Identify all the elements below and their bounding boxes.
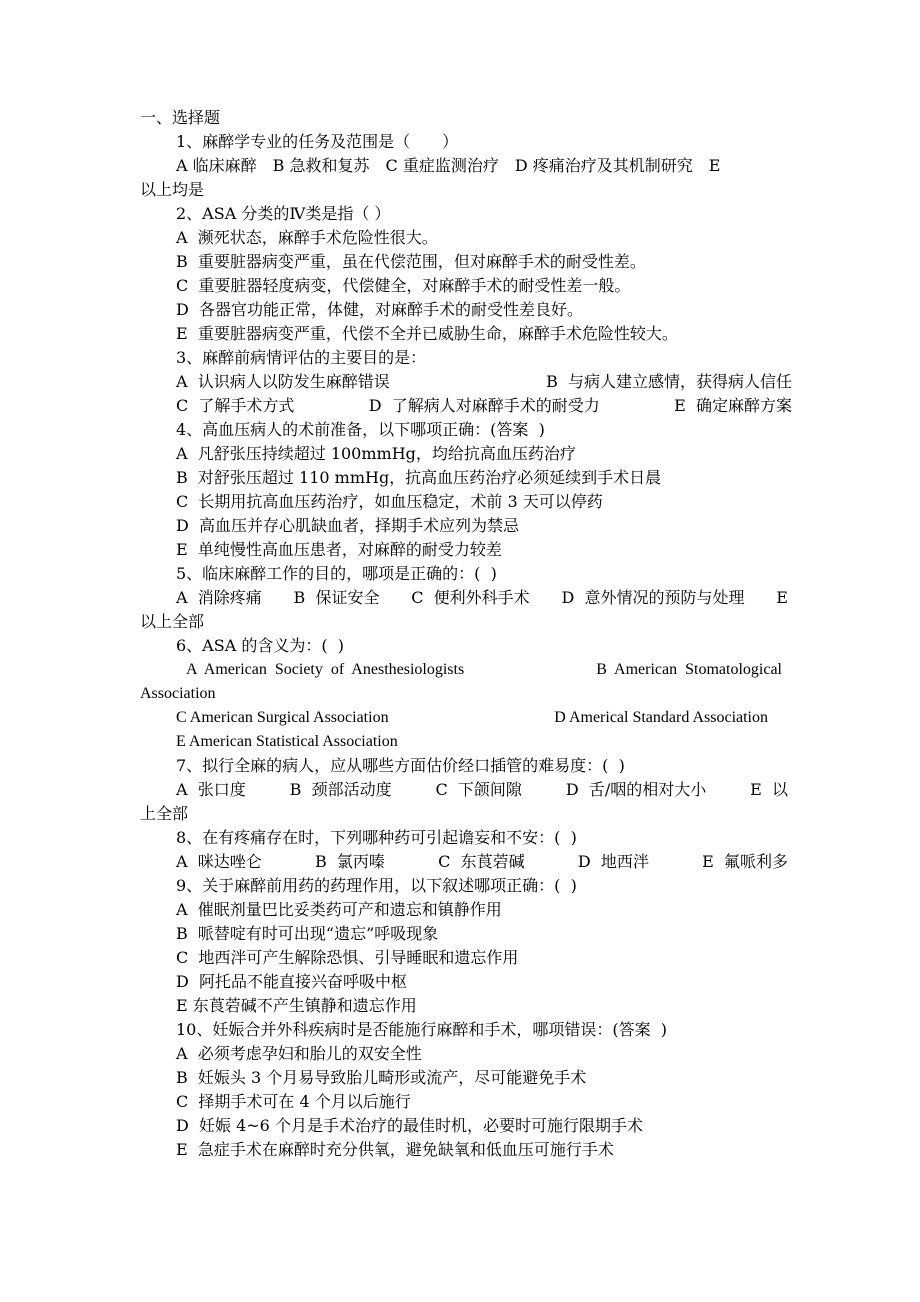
question-2-option-c: C 重要脏器轻度病变，代偿健全，对麻醉手术的耐受性差一般。 — [176, 276, 631, 295]
question-5-options — [176, 587, 788, 609]
question-5-option-b: B 保证安全 — [293, 588, 380, 607]
question-3-option-b: B 与病人建立感情，获得病人信任 — [546, 372, 792, 391]
question-6-option-b: B American Stomatological — [596, 661, 782, 678]
question-4-option-a: A 凡舒张压持续超过 100mmHg，均给抗高血压药治疗 — [176, 444, 576, 463]
question-4-option-e: E 单纯慢性高血压患者，对麻醉的耐受力较差 — [176, 540, 502, 559]
question-8-option-b: B 氯丙嗪 — [314, 852, 385, 871]
question-7-option-c: C 下颌间隙 — [435, 780, 522, 799]
question-9-option-a: A 催眠剂量巴比妥类药可产和遗忘和镇静作用 — [176, 900, 502, 919]
question-5-option-e: E — [776, 588, 788, 607]
question-7-stem: 7、拟行全麻的病人，应从哪些方面估价经口插管的难易度：( ) — [176, 756, 625, 775]
question-2-option-d: D 各器官功能正常，体健，对麻醉手术的耐受性差良好。 — [176, 300, 584, 319]
question-6-option-c: C American Surgical Association — [176, 709, 389, 726]
question-7-option-d: D 舌/咽的相对大小 — [565, 780, 707, 799]
question-10-option-c: C 择期手术可在 4 个月以后施行 — [176, 1092, 411, 1111]
question-6-stem: 6、ASA 的含义为：( ) — [176, 636, 344, 655]
question-7-option-a: A 张口度 — [176, 780, 246, 799]
question-3-row-2 — [176, 395, 792, 417]
question-9-option-d: D 阿托品不能直接兴奋呼吸中枢 — [176, 972, 408, 991]
question-7-continuation: 上全部 — [140, 804, 189, 823]
question-9-option-c: C 地西泮可产生解除恐惧、引导睡眠和遗忘作用 — [176, 948, 519, 967]
question-3-option-d: D 了解病人对麻醉手术的耐受力 — [368, 396, 600, 415]
question-3-option-e: E 确定麻醉方案 — [674, 396, 792, 415]
question-3-stem: 3、麻醉前病情评估的主要目的是： — [176, 348, 427, 367]
question-1-stem: 1、麻醉学专业的任务及范围是（ ） — [176, 132, 459, 151]
question-6-continuation: Association — [140, 685, 216, 702]
question-10-option-e: E 急症手术在麻醉时充分供氧，避免缺氧和低血压可施行手术 — [176, 1140, 614, 1159]
question-6-row-1 — [186, 659, 782, 681]
question-5-stem: 5、临床麻醉工作的目的，哪项是正确的：( ) — [176, 564, 497, 583]
question-4-option-d: D 高血压并存心肌缺血者，择期手术应列为禁忌 — [176, 516, 520, 535]
question-2-option-b: B 重要脏器病变严重，虽在代偿范围，但对麻醉手术的耐受性差。 — [176, 252, 646, 271]
question-10-option-b: B 妊娠头 3 个月易导致胎儿畸形或流产，尽可能避免手术 — [176, 1068, 587, 1087]
question-4-option-c: C 长期用抗高血压药治疗，如血压稳定，术前 3 天可以停药 — [176, 492, 603, 511]
question-2-option-a: A 濒死状态，麻醉手术危险性很大。 — [176, 228, 438, 247]
question-6-option-a: A American Society of Anesthesiologists — [186, 661, 465, 678]
question-3-row-1 — [176, 371, 792, 393]
question-5-option-c: C 便利外科手术 — [411, 588, 530, 607]
question-8-stem: 8、在有疼痛存在时，下列哪种药可引起谵妄和不安：( ) — [176, 828, 577, 847]
question-6-option-e: E American Statistical Association — [176, 733, 398, 750]
question-8-option-c: C 东莨菪碱 — [438, 852, 525, 871]
question-6-row-2 — [176, 707, 768, 729]
question-2-stem: 2、ASA 分类的Ⅳ类是指（ ） — [176, 204, 391, 223]
question-8-option-d: D 地西泮 — [577, 852, 649, 871]
question-8-option-a: A 咪达唑仑 — [176, 852, 262, 871]
question-5-option-a: A 消除疼痛 — [176, 588, 262, 607]
question-1-continuation: 以上均是 — [140, 180, 205, 199]
question-1-options — [176, 155, 796, 177]
section-title: 一、选择题 — [140, 108, 221, 127]
question-10-option-a: A 必须考虑孕妇和胎儿的双安全性 — [176, 1044, 422, 1063]
question-7-options — [176, 779, 788, 801]
question-3-option-a: A 认识病人以防发生麻醉错误 — [176, 372, 390, 391]
question-3-option-c: C 了解手术方式 — [176, 396, 295, 415]
question-4-option-b: B 对舒张压超过 110 mmHg，抗高血压药治疗必须延续到手术日晨 — [176, 468, 662, 487]
question-1-options-text: A 临床麻醉 B 急救和复苏 C 重症监测治疗 D 疼痛治疗及其机制研究 E — [176, 156, 721, 175]
question-5-option-d: D 意外情况的预防与处理 — [561, 588, 745, 607]
question-9-option-b: B 哌替啶有时可出现“遗忘”呼吸现象 — [176, 924, 439, 943]
question-8-options — [176, 851, 788, 873]
question-9-stem: 9、关于麻醉前用药的药理作用，以下叙述哪项正确：( ) — [176, 876, 577, 895]
question-4-stem: 4、高血压病人的术前准备，以下哪项正确：(答案 ) — [176, 420, 545, 439]
question-10-option-d: D 妊娠 4~6 个月是手术治疗的最佳时机，必要时可施行限期手术 — [176, 1116, 643, 1135]
question-7-option-b: B 颈部活动度 — [289, 780, 392, 799]
question-6-option-d: D Americal Standard Association — [554, 709, 768, 726]
question-2-option-e: E 重要脏器病变严重，代偿不全并已威胁生命，麻醉手术危险性较大。 — [176, 324, 678, 343]
question-7-option-e: E 以 — [750, 780, 788, 799]
question-10-stem: 10、妊娠合并外科疾病时是否能施行麻醉和手术，哪项错误：(答案 ) — [176, 1020, 668, 1039]
question-9-option-e: E 东莨菪碱不产生镇静和遗忘作用 — [176, 996, 417, 1015]
question-5-continuation: 以上全部 — [140, 612, 205, 631]
question-8-option-e: E 氟哌利多 — [702, 852, 788, 871]
